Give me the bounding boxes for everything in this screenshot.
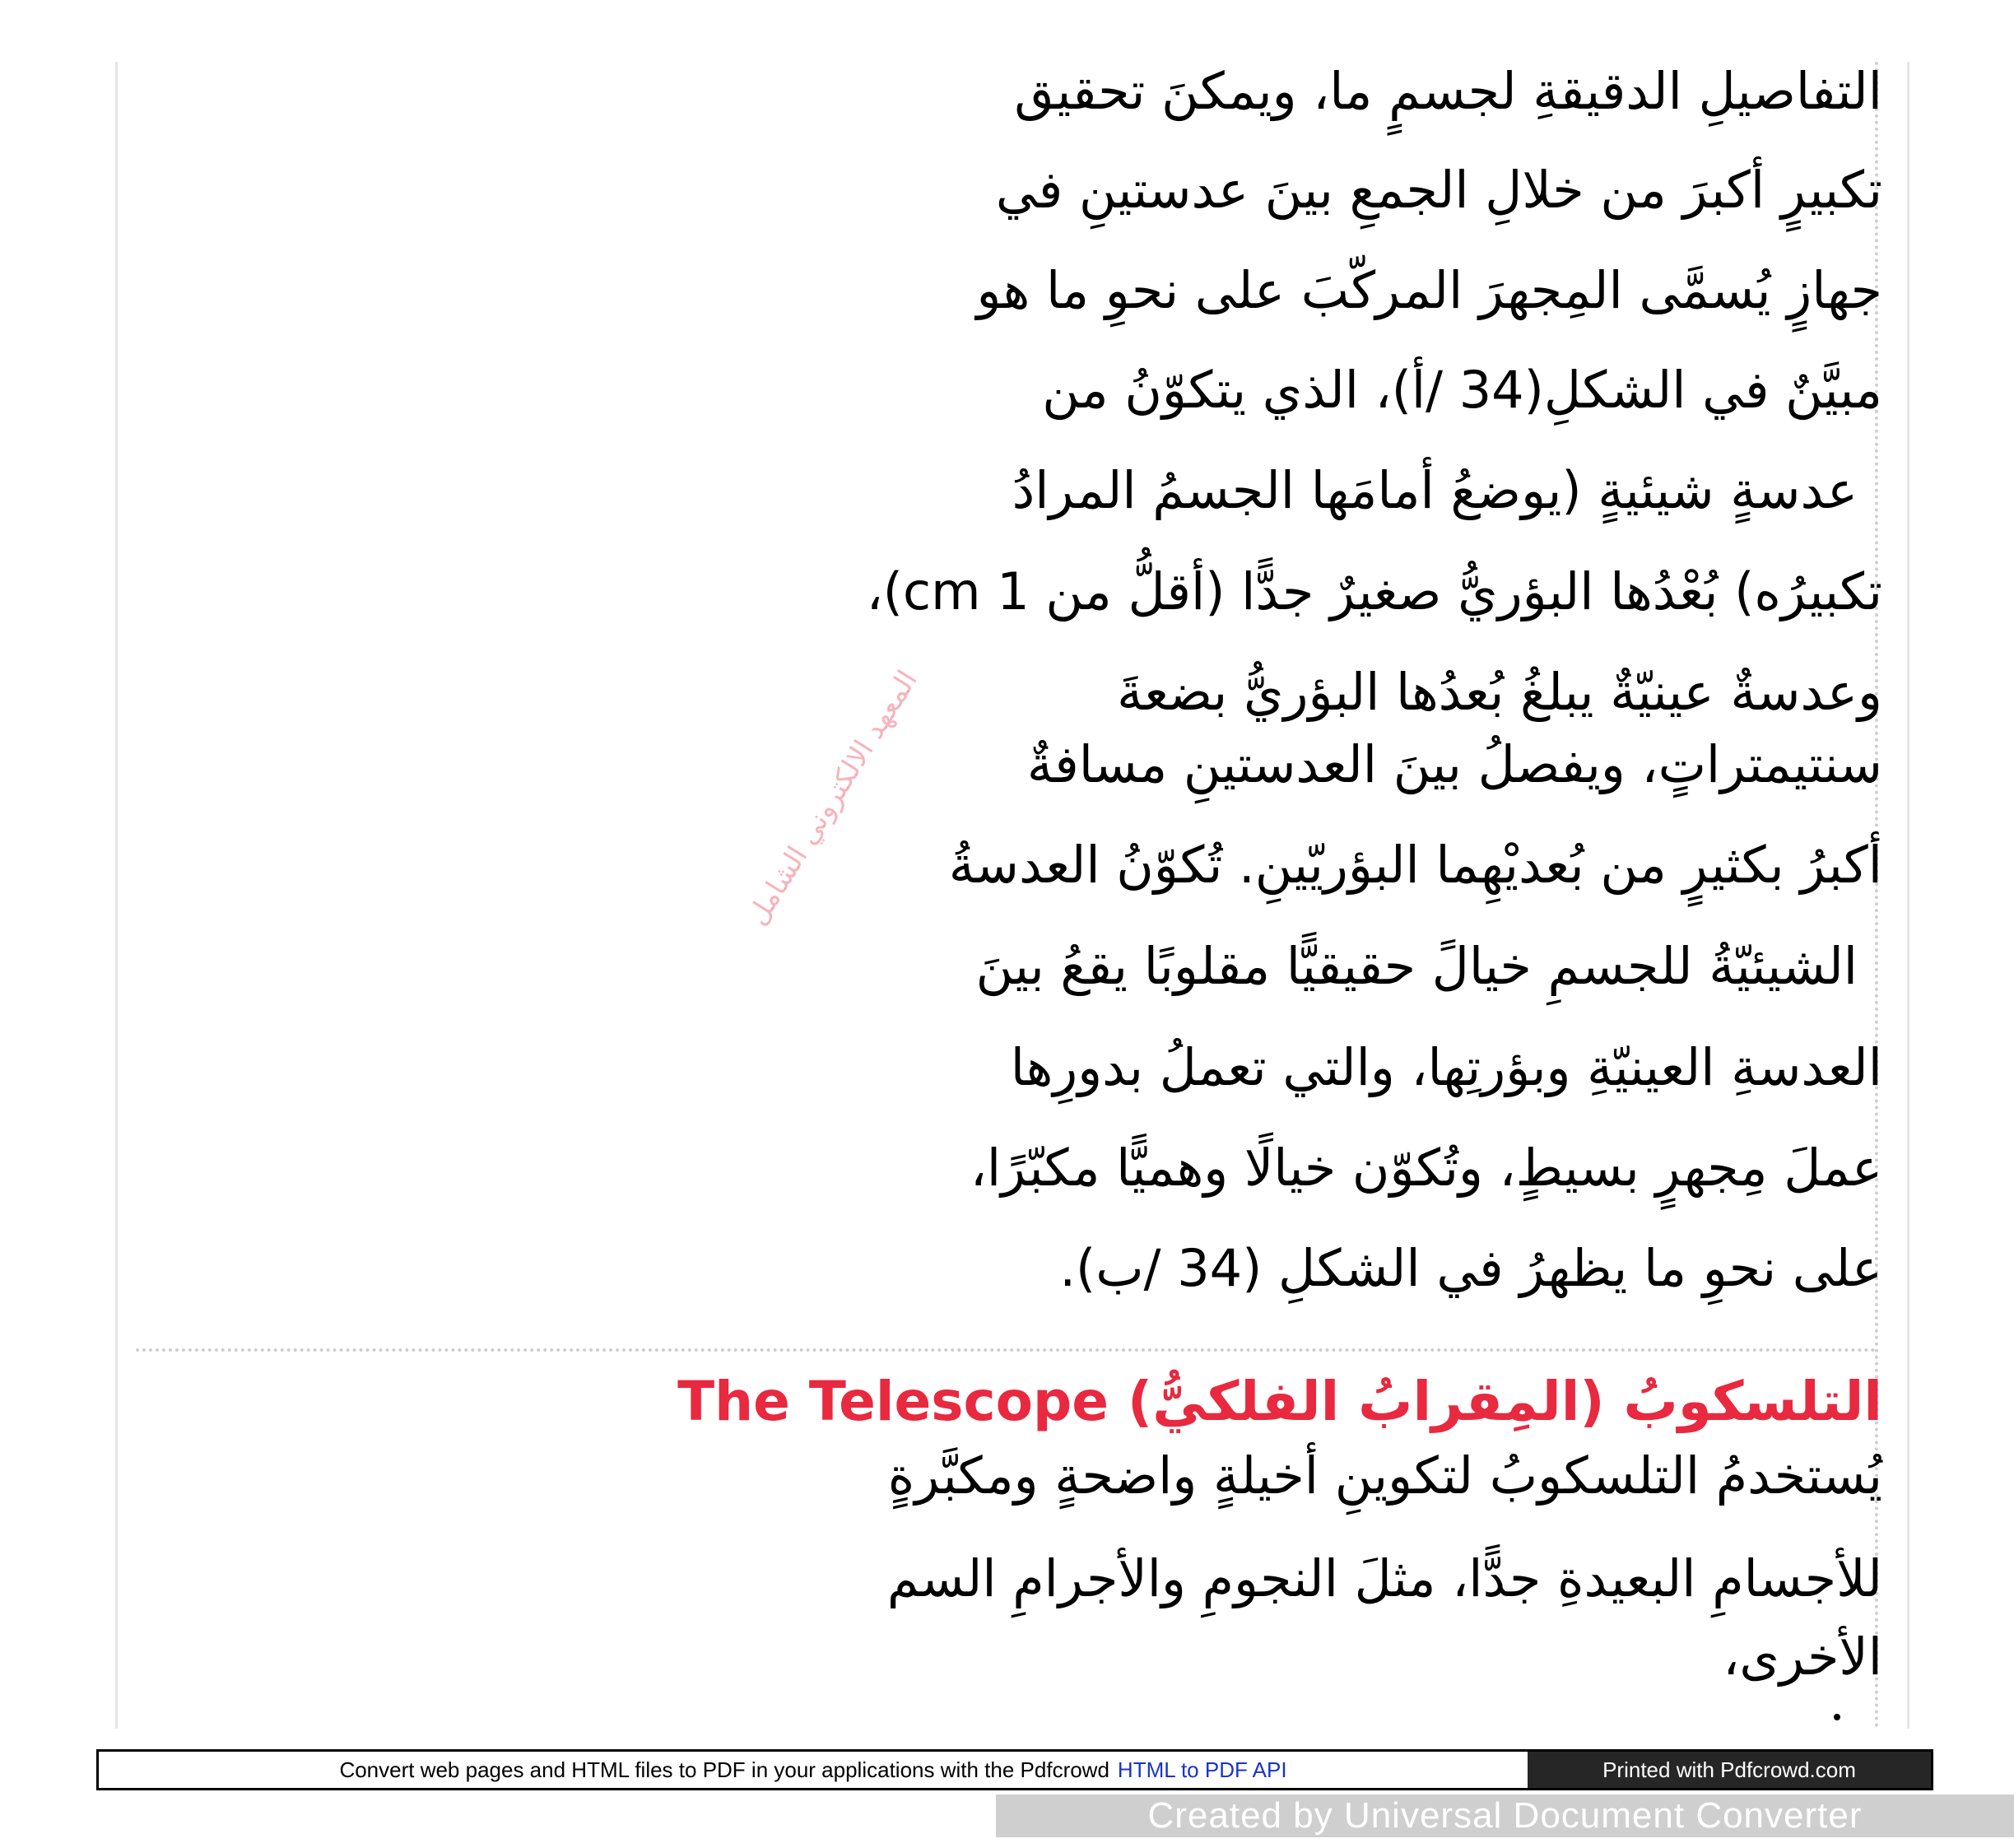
body-line-5: عدسةٍ شيئيةٍ (يوضعُ أمامَها الجسمُ المرادُ: [1012, 460, 1858, 520]
html-to-pdf-api-link[interactable]: HTML to PDF API: [1117, 1757, 1287, 1782]
body-line-10: الشيئيّةُ للجسمِ خيالً حقيقيًّا مقلوبًا يقعُ بينَ: [975, 936, 1858, 996]
body-line-8: سنتيمتراتٍ، ويفصلُ بينَ العدستينِ مسافةٌ: [1026, 734, 1882, 794]
footer-text: Convert web pages and HTML files to PDF in your applications with the Pdfcrowd: [339, 1757, 1109, 1782]
body-line-4: مبيَّنٌ في الشكلِ(34 /أ)، الذي يتكوّنُ من: [1042, 360, 1882, 420]
body-line-7: وعدسةٌ عينيّةٌ يبلغُ بُعدُها البؤريُّ بضعةَ: [1117, 662, 1882, 722]
printed-with-badge[interactable]: Printed with Pdfcrowd.com: [1528, 1752, 1931, 1788]
body-line-2: تكبيرٍ أكبرَ من خلالِ الجمعِ بينَ عدستينِ في: [995, 160, 1882, 220]
section-line-3: الأخرى،: [1723, 1627, 1882, 1687]
section-line-2: للأجسامِ البعيدةِ جدًّا، مثلَ النجومِ والأجرامِ السم: [886, 1548, 1882, 1608]
footer-message: [99, 1752, 1528, 1788]
body-line-9: أكبرُ بكثيرٍ من بُعديْهِما البؤريّينِ. تُكوّنُ العدسةُ: [948, 835, 1882, 895]
stray-dot: [1834, 1714, 1840, 1720]
body-line-12: عملَ مِجهرٍ بسيطٍ، وتُكوّن خيالًا وهميًّا مكبّرًا،: [970, 1138, 1882, 1198]
body-line-1: التفاصيلِ الدقيقةِ لجسمٍ ما، ويمكنَ تحقيق: [1014, 61, 1882, 121]
section-divider: [136, 1348, 1877, 1352]
section-heading: التلسكوبُ (المِقرابُ الفلكيُّ) The Telescope: [677, 1370, 1882, 1433]
body-line-3: جهازٍ يُسمَّى المِجهرَ المركّبَ على نحوِ ما هو: [976, 260, 1882, 320]
body-line-6: تكبيرُه) بُعْدُها البؤريُّ صغيرٌ جدًّا (أقلُّ من cm 1)،: [866, 561, 1882, 621]
site-watermark: المعهد الالكتروني الشامل: [741, 664, 924, 932]
pdfcrowd-footer: [96, 1749, 1933, 1790]
section-line-1: يُستخدمُ التلسكوبُ لتكوينِ أخيلةٍ واضحةٍ ومكبَّرةٍ: [887, 1445, 1882, 1506]
body-line-13: على نحوِ ما يظهرُ في الشكلِ (34 /ب).: [1059, 1238, 1882, 1298]
body-line-11: العدسةِ العينيّةِ وبؤرتِها، والتي تعملُ بدورِها: [1010, 1037, 1882, 1097]
converter-banner: Created by Universal Document Converter: [996, 1794, 2014, 1837]
